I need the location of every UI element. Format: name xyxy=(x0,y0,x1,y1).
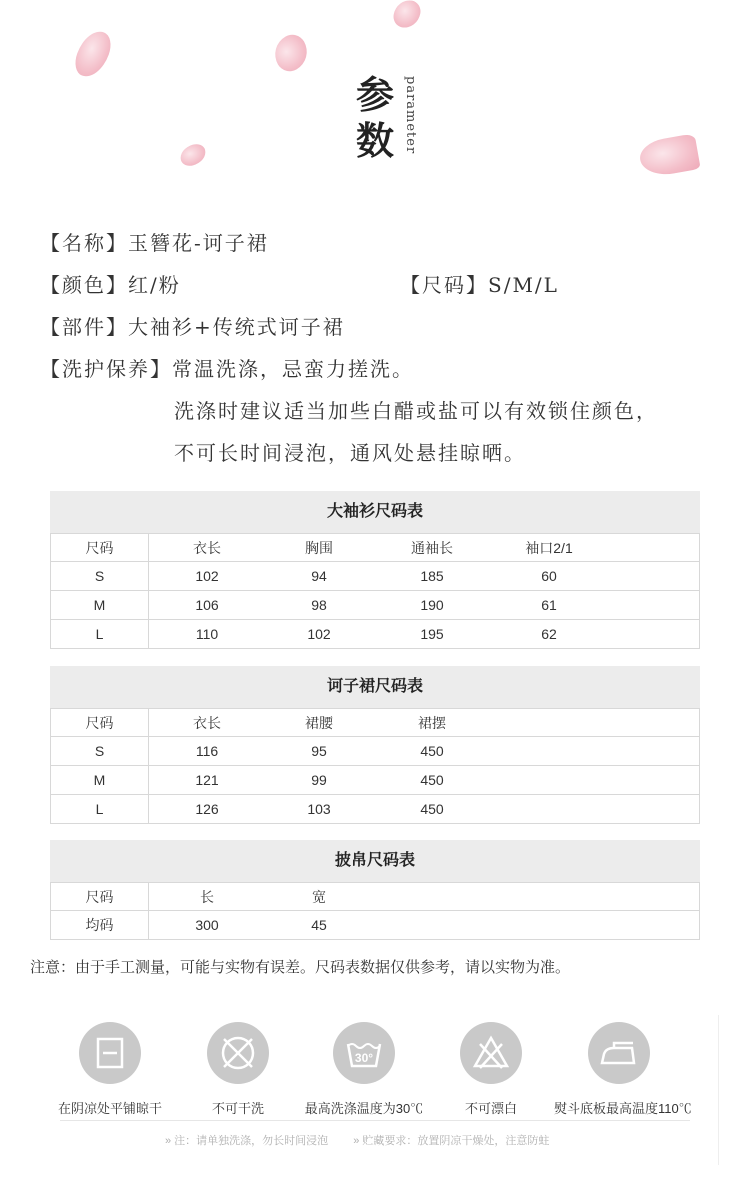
page-header xyxy=(0,0,750,200)
header-cell: 袖口2/1 xyxy=(525,540,573,556)
measurement-note: 注意：由于手工测量，可能与实物有误差。尺码表数据仅供参考，请以实物为准。 xyxy=(30,959,571,976)
care-label: 最高洗涤温度为30℃ xyxy=(304,1101,424,1116)
header-cell: 尺码 xyxy=(51,709,149,737)
flat-dry-shade-icon xyxy=(79,1022,141,1084)
table-cell: 110 xyxy=(195,626,219,642)
table-header-row xyxy=(50,533,700,562)
param-label: 【名称】 xyxy=(40,231,128,255)
table-cell: 均码 xyxy=(51,911,149,939)
param-label: 【洗护保养】 xyxy=(40,357,172,381)
table-row xyxy=(50,766,700,795)
table-row xyxy=(50,795,700,824)
page-subtitle: parameter xyxy=(403,76,418,155)
table-cell: 103 xyxy=(307,801,331,817)
param-label: 【颜色】 xyxy=(40,273,128,297)
care-detail: 不可长时间浸泡，通风处悬挂晾晒。 xyxy=(174,441,526,465)
shawl-size-table xyxy=(50,840,700,940)
table-cell: 94 xyxy=(311,568,327,584)
table-cell: M xyxy=(51,591,149,619)
table-cell: 60 xyxy=(541,568,557,584)
table-cell: 45 xyxy=(311,917,327,933)
care-label: 不可漂白 xyxy=(464,1101,517,1116)
param-label: 【尺码】 xyxy=(400,273,488,297)
table-cell: 450 xyxy=(420,772,444,788)
shirt-size-table xyxy=(50,491,700,649)
title-char: 数 xyxy=(356,118,395,163)
table-cell: 61 xyxy=(541,597,557,613)
param-label: 【部件】 xyxy=(40,315,128,339)
care-item xyxy=(173,1022,303,1117)
footer-tip: » 注：请单独洗涤，勿长时间浸泡 xyxy=(165,1135,329,1147)
header-cell: 尺码 xyxy=(51,534,149,562)
care-detail: 洗涤时建议适当加些白醋或盐可以有效锁住颜色， xyxy=(174,399,658,423)
param-value: 红/粉 xyxy=(128,273,181,297)
no-tumble-dry-icon xyxy=(207,1022,269,1084)
table-cell: L xyxy=(51,620,149,648)
skirt-size-table xyxy=(50,666,700,824)
table-cell: L xyxy=(51,795,149,823)
table-title: 披帛尺码表 xyxy=(50,840,700,882)
header-cell: 裙腰 xyxy=(305,715,333,731)
table-cell: 450 xyxy=(420,743,444,759)
header-cell: 通袖长 xyxy=(411,540,453,556)
table-cell: 98 xyxy=(311,597,327,613)
table-cell: 121 xyxy=(195,772,219,788)
header-cell: 衣长 xyxy=(193,715,221,731)
divider xyxy=(718,1015,719,1165)
care-label: 在阴凉处平铺晾干 xyxy=(57,1101,162,1116)
table-cell: 126 xyxy=(195,801,219,817)
table-header-row xyxy=(50,882,700,911)
param-name xyxy=(40,222,730,264)
wash-temperature: 30° xyxy=(354,1051,374,1065)
param-size xyxy=(400,264,559,306)
header-cell: 长 xyxy=(200,889,214,905)
table-cell: S xyxy=(51,562,149,590)
table-row xyxy=(50,562,700,591)
table-cell: 116 xyxy=(195,743,219,759)
header-cell: 尺码 xyxy=(51,883,149,911)
param-value: 常温洗涤，忌蛮力搓洗。 xyxy=(172,357,414,381)
param-value: S/M/L xyxy=(488,273,559,297)
table-title: 大袖衫尺码表 xyxy=(50,491,700,533)
care-label: 熨斗底板最高温度110℃ xyxy=(554,1101,692,1116)
product-params xyxy=(40,222,730,474)
care-label: 不可干洗 xyxy=(211,1101,264,1116)
table-cell: 62 xyxy=(541,626,557,642)
header-cell: 衣长 xyxy=(193,540,221,556)
table-cell: M xyxy=(51,766,149,794)
table-title: 诃子裙尺码表 xyxy=(50,666,700,708)
table-row xyxy=(50,911,700,940)
table-cell: 102 xyxy=(195,568,219,584)
table-row xyxy=(50,591,700,620)
table-row xyxy=(50,737,700,766)
header-cell: 裙摆 xyxy=(418,715,446,731)
no-bleach-icon xyxy=(460,1022,522,1084)
table-cell: S xyxy=(51,737,149,765)
title-char: 参 xyxy=(356,72,395,117)
table-cell: 300 xyxy=(195,917,219,933)
care-item xyxy=(299,1022,429,1117)
header-cell: 胸围 xyxy=(305,540,333,556)
wash-30-icon xyxy=(333,1022,395,1084)
table-cell: 190 xyxy=(420,597,444,613)
table-header-row xyxy=(50,708,700,737)
table-cell: 450 xyxy=(420,801,444,817)
table-cell: 99 xyxy=(311,772,327,788)
table-cell: 102 xyxy=(307,626,331,642)
table-cell: 195 xyxy=(420,626,444,642)
table-cell: 106 xyxy=(195,597,219,613)
param-care xyxy=(40,348,730,390)
page-title xyxy=(356,72,404,164)
table-cell: 185 xyxy=(420,568,444,584)
table-cell: 95 xyxy=(311,743,327,759)
footer-tip: » 贮藏要求：放置阴凉干燥处，注意防蛀 xyxy=(353,1135,550,1147)
table-row xyxy=(50,620,700,649)
param-value: 玉簪花-诃子裙 xyxy=(128,231,269,255)
header-cell: 宽 xyxy=(312,889,326,905)
param-color xyxy=(40,264,730,306)
param-value: 大袖衫+传统式诃子裙 xyxy=(128,315,345,339)
care-item xyxy=(426,1022,556,1117)
care-item xyxy=(45,1022,175,1117)
care-icons xyxy=(50,1022,700,1122)
param-parts xyxy=(40,306,730,348)
iron-icon xyxy=(588,1022,650,1084)
divider xyxy=(60,1120,690,1121)
care-item xyxy=(554,1022,692,1117)
footer-tips xyxy=(165,1132,571,1148)
